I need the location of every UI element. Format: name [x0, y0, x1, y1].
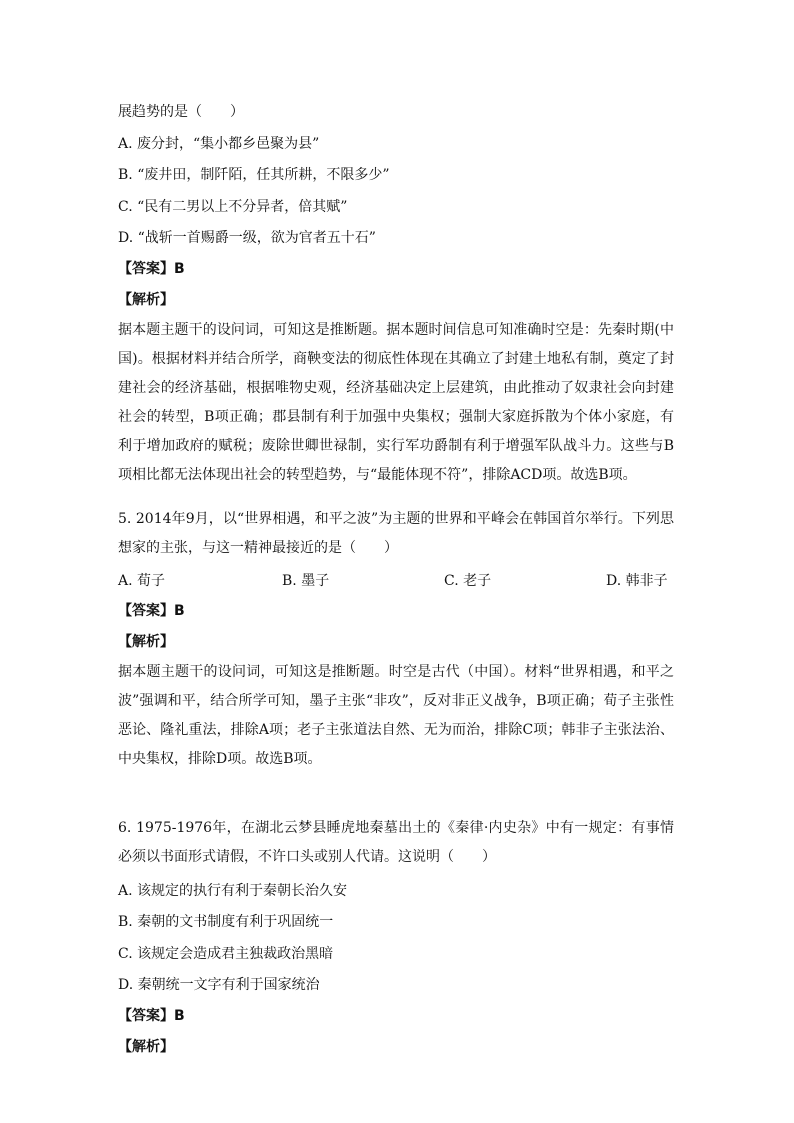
q6-option-d: D. 秦朝统一文字有利于国家统治: [118, 977, 320, 993]
q5-option-c: C. 老子: [444, 573, 492, 589]
q6-answer: 【答案】B: [118, 1008, 185, 1024]
q5-option-a: A. 荀子: [118, 573, 166, 589]
q5-answer: 【答案】B: [118, 603, 185, 619]
q4-option-a: A. 废分封，“集小都乡邑聚为县”: [118, 136, 320, 152]
q5-stem: 5. 2014年9月，以“世界相遇，和平之波”为主题的世界和平峰会在韩国首尔举行。下列思想家的主张，与这一精神最接近的是（ ）: [118, 511, 674, 556]
q6-option-c: C. 该规定会造成君主独裁政治黑暗: [118, 946, 334, 962]
q5-analysis-label: 【解析】: [118, 634, 174, 650]
q4-option-d: D. “战斩一首赐爵一级，欲为官者五十石”: [118, 230, 376, 246]
q4-stem-tail: 展趋势的是（ ）: [118, 104, 244, 120]
q5-analysis-text: 据本题主题干的设问词，可知这是推断题。时空是古代（中国）。材料“世界相遇，和平之波”强调和平，结合所学可知，墨子主张“非攻”，反对非正义战争，B项正确；荀子主张性恶论、隆礼重法，排除A项；老子主张道法自然、无为而治，排除C项；韩非子主张法治、中央集权，排除D项。故选B项。: [118, 664, 674, 767]
q4-analysis-text: 据本题主题干的设问词，可知这是推断题。据本题时间信息可知准确时空是：先秦时期(中国)。根据材料并结合所学，商鞅变法的彻底性体现在其确立了封建土地私有制，奠定了封建社会的经济基础，根据唯物史观，经济基础决定上层建筑，由此推动了奴隶社会向封建社会的转型，B项正确；郡县制有利于加强中央集权；强制大家庭拆散为个体小家庭，有利于增加政府的赋税；废除世卿世禄制，实行军功爵制有利于增强军队战斗力。这些与B项相比都无法体现出社会的转型趋势，与“最能体现不符”，排除ACD项。故选B项。: [118, 322, 674, 483]
q6-option-b: B. 秦朝的文书制度有利于巩固统一: [118, 914, 334, 930]
q6-stem: 6. 1975-1976年，在湖北云梦县睡虎地秦墓出土的《秦律·内史杂》中有一规定：有事情必须以书面形式请假，不许口头或别人代请。这说明（ ）: [118, 820, 674, 865]
q4-option-c: C. “民有二男以上不分异者，倍其赋”: [118, 199, 348, 215]
q5-option-d: D. 韩非子: [606, 573, 668, 589]
q4-answer: 【答案】B: [118, 261, 185, 277]
q4-analysis-label: 【解析】: [118, 292, 174, 308]
q4-option-b: B. “废井田，制阡陌，任其所耕，不限多少”: [118, 167, 390, 183]
q6-option-a: A. 该规定的执行有利于秦朝长治久安: [118, 883, 348, 899]
q6-analysis-label: 【解析】: [118, 1039, 174, 1055]
q5-option-b: B. 墨子: [282, 573, 330, 589]
